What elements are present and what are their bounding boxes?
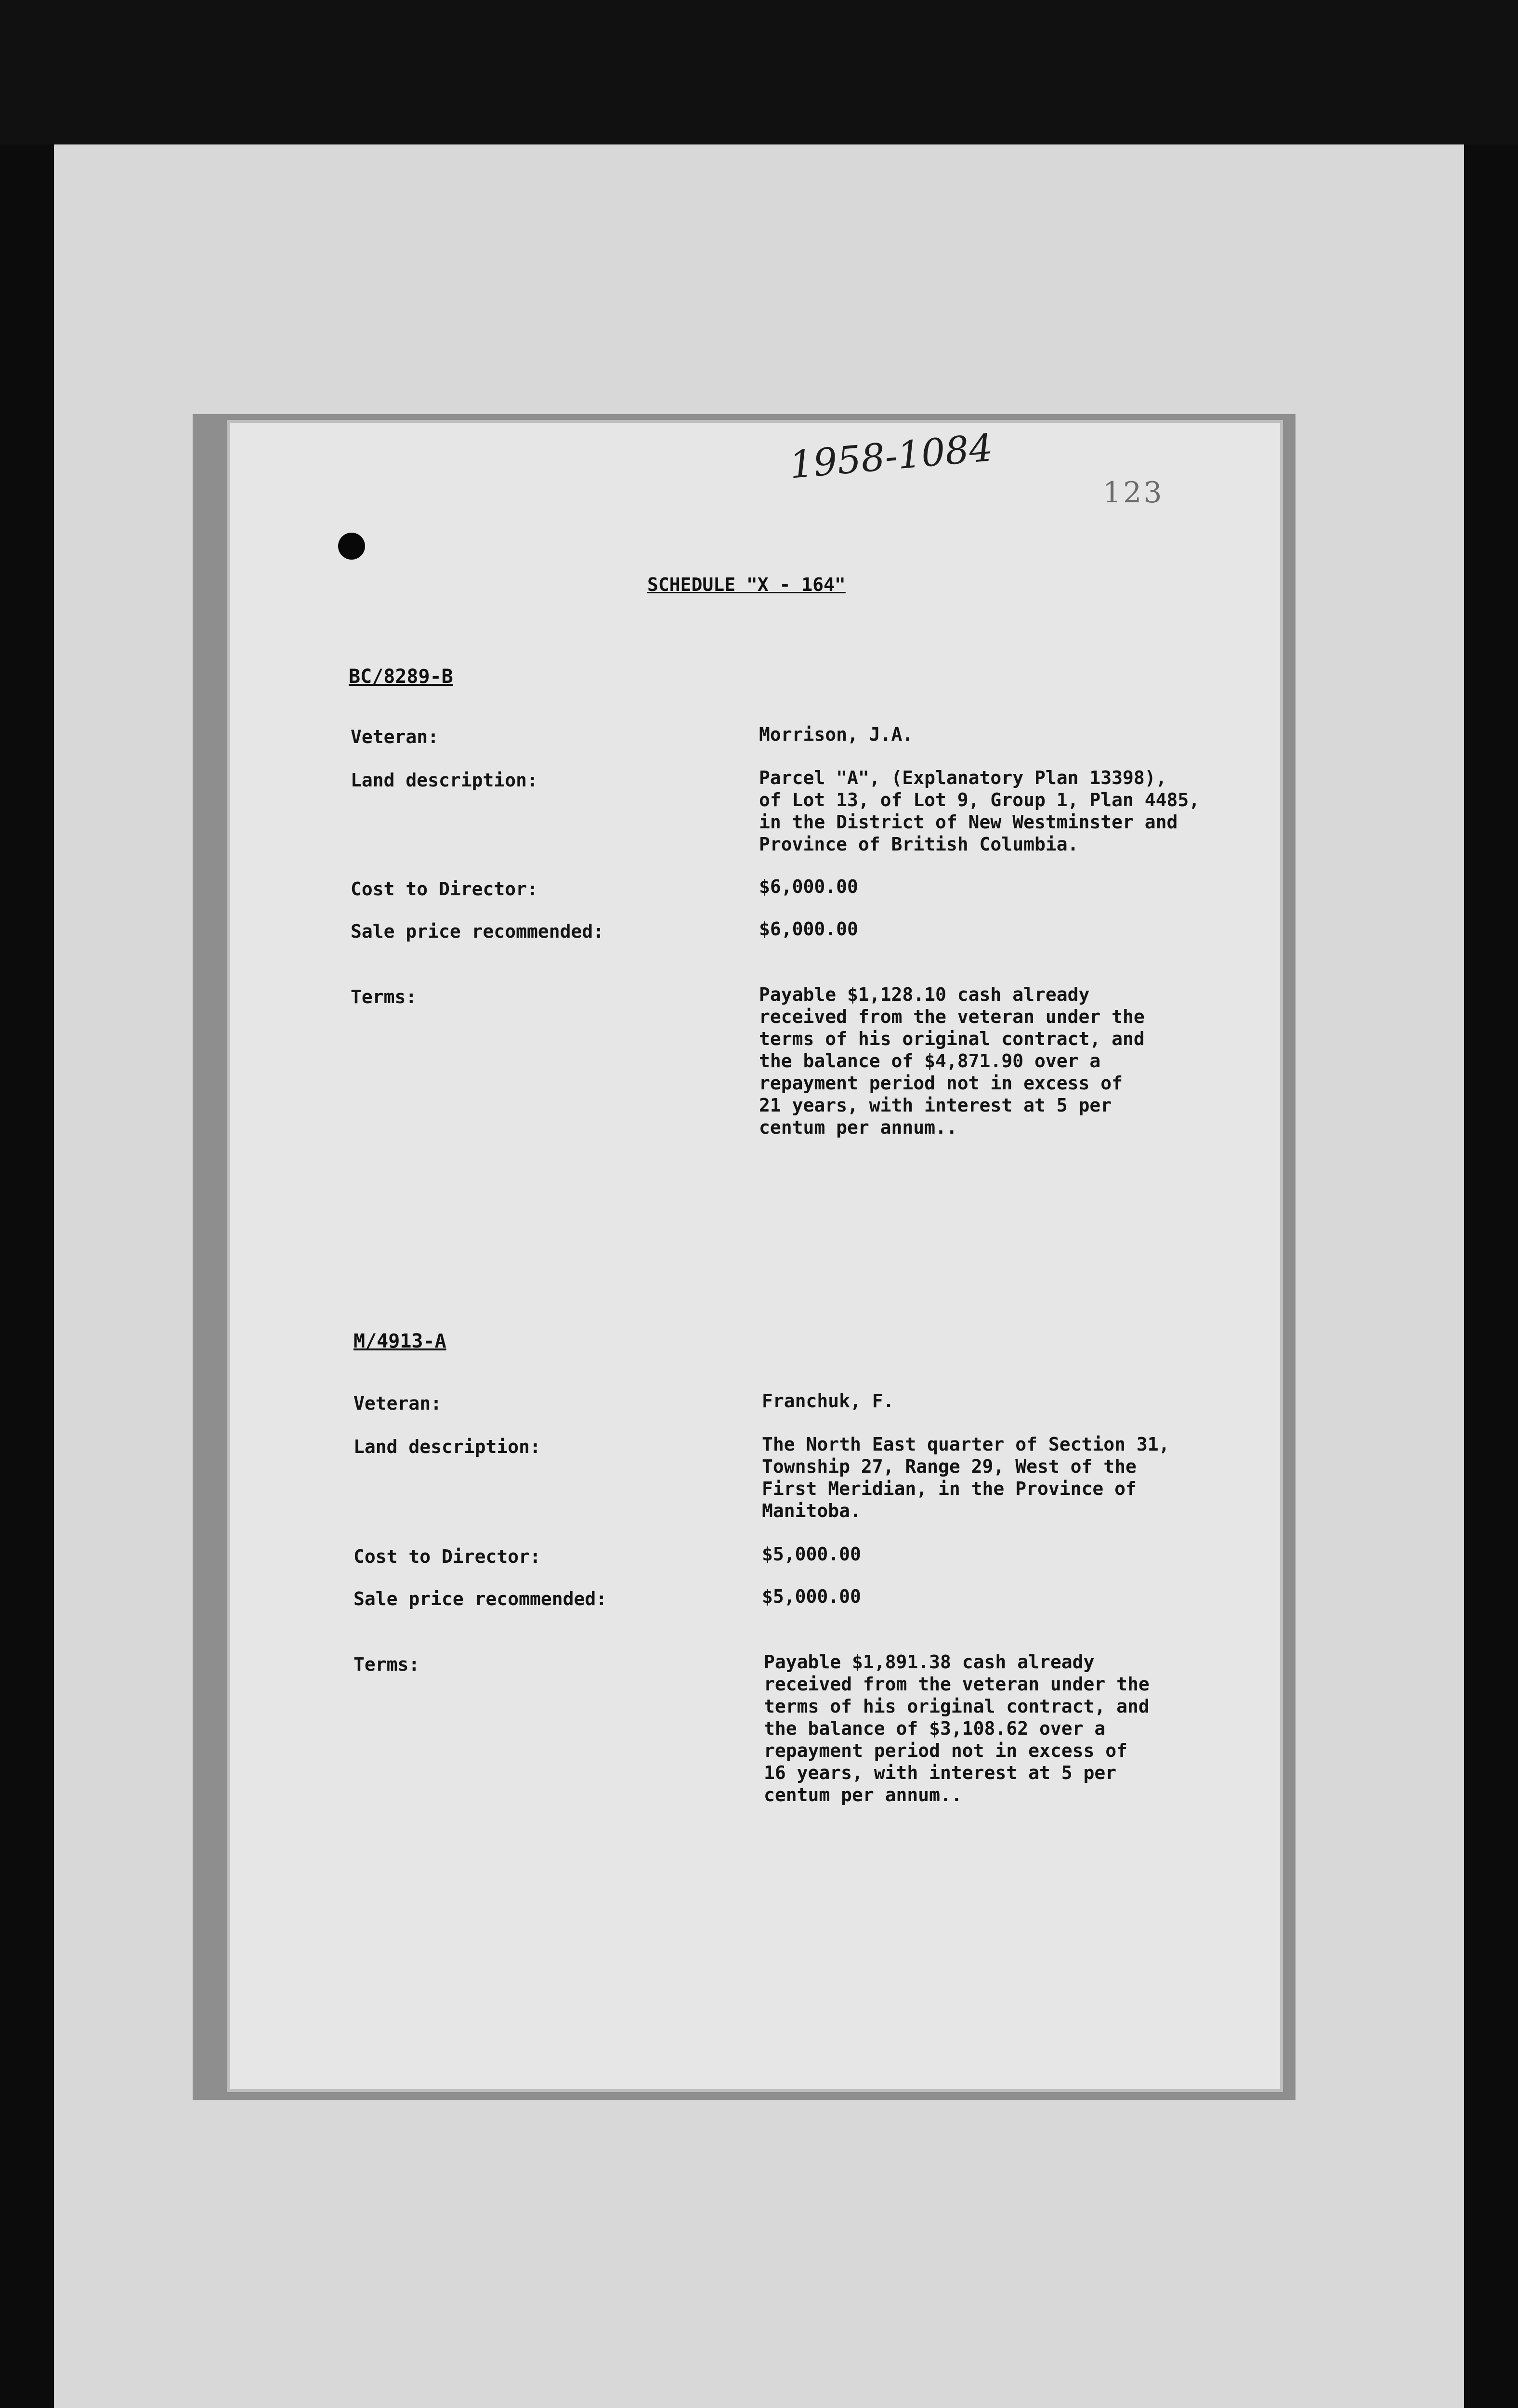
land-line: The North East quarter of Section 31, [762,1434,1170,1455]
terms-line: received from the veteran under the [764,1674,1150,1695]
cost-value: $5,000.00 [762,1544,861,1565]
cost-label: Cost to Director: [351,878,538,900]
terms-line: repayment period not in excess of [764,1740,1127,1761]
terms-line: Payable $1,128.10 cash already [759,984,1090,1005]
page-number: 123 [1103,476,1164,510]
handwritten-reference: 1958-1084 [787,426,995,487]
land-description [759,767,1200,855]
terms-text [764,1651,1188,1806]
terms-line: received from the veteran under the [759,1006,1145,1027]
schedule-title: SCHEDULE "X - 164" [647,574,846,595]
sale-price-value: $6,000.00 [759,918,858,940]
land-line: Province of British Columbia. [759,834,1079,855]
sale-price-label: Sale price recommended: [353,1588,607,1610]
land-description-label: Land description: [351,770,538,791]
land-line: Township 27, Range 29, West of the [762,1456,1137,1477]
terms-line: the balance of $3,108.62 over a [764,1718,1106,1739]
land-description-label: Land description: [353,1436,541,1457]
punch-hole [338,533,365,560]
terms-line: terms of his original contract, and [764,1696,1150,1717]
land-line: First Meridian, in the Province of [762,1478,1137,1499]
land-description [762,1433,1186,1522]
terms-line: terms of his original contract, and [759,1028,1145,1049]
terms-line: the balance of $4,871.90 over a [759,1050,1101,1072]
land-line: of Lot 13, of Lot 9, Group 1, Plan 4485, [759,789,1200,811]
sale-price-label: Sale price recommended: [351,921,604,942]
land-line: Manitoba. [762,1500,861,1521]
terms-line: Payable $1,891.38 cash already [764,1651,1095,1673]
file-number: M/4913-A [353,1330,446,1352]
terms-line: centum per annum.. [764,1784,962,1806]
film-border [0,0,1518,144]
veteran-name: Morrison, J.A. [759,724,914,745]
terms-text [759,983,1183,1139]
veteran-label: Veteran: [351,726,439,747]
terms-line: repayment period not in excess of [759,1073,1123,1094]
cost-label: Cost to Director: [353,1546,541,1567]
cost-value: $6,000.00 [759,876,858,897]
veteran-name: Franchuk, F. [762,1390,894,1412]
veteran-label: Veteran: [353,1393,442,1414]
terms-line: centum per annum.. [759,1117,957,1138]
terms-label: Terms: [351,986,417,1008]
file-number: BC/8289-B [349,666,453,688]
terms-line: 21 years, with interest at 5 per [759,1095,1112,1116]
sale-price-value: $5,000.00 [762,1586,861,1607]
terms-line: 16 years, with interest at 5 per [764,1762,1117,1783]
terms-label: Terms: [353,1654,420,1675]
land-line: in the District of New Westminster and [759,811,1178,833]
land-line: Parcel "A", (Explanatory Plan 13398), [759,767,1167,788]
